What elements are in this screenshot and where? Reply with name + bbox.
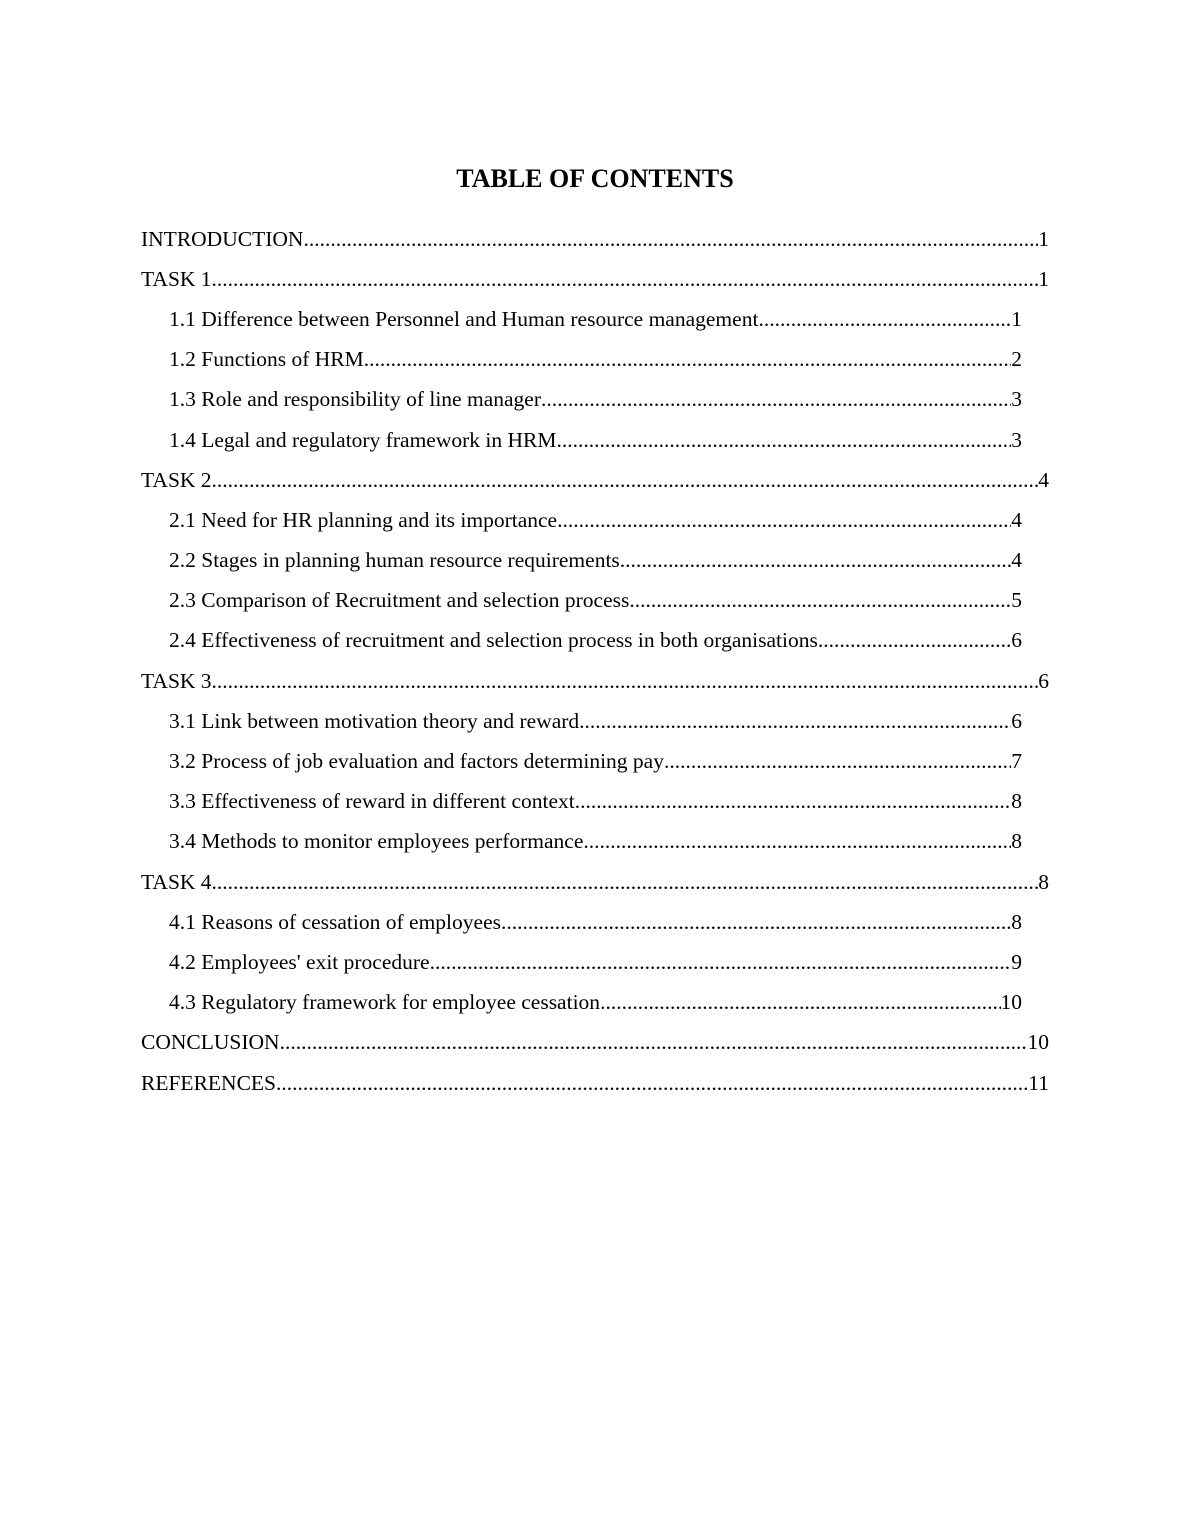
toc-list — [0, 219, 1190, 1103]
toc-entry-page-number: 2 — [1011, 347, 1022, 372]
toc-entry-label[interactable]: 3.4 Methods to monitor employees performance — [169, 829, 584, 854]
toc-entry-page-number: 1 — [1038, 226, 1049, 251]
toc-entry-label[interactable]: 3.1 Link between motivation theory and reward — [169, 708, 580, 733]
toc-entry-label[interactable]: TASK 1 — [141, 266, 212, 291]
toc-entry[interactable] — [141, 259, 1049, 299]
toc-dot-leader — [212, 870, 1039, 895]
toc-entry-label[interactable]: 4.2 Employees' exit procedure — [169, 949, 430, 974]
toc-dot-leader — [212, 669, 1039, 694]
toc-dot-leader — [541, 387, 1011, 412]
toc-entry[interactable] — [169, 299, 1022, 339]
toc-entry-page-number: 8 — [1011, 829, 1022, 854]
toc-entry-page-number: 1 — [1038, 266, 1049, 291]
toc-entry-page-number: 4 — [1011, 548, 1022, 573]
toc-entry-label[interactable]: TASK 2 — [141, 467, 212, 492]
toc-dot-leader — [579, 709, 1011, 734]
toc-entry-page-number: 8 — [1011, 909, 1022, 934]
toc-dot-leader — [212, 267, 1039, 292]
toc-entry-page-number: 3 — [1011, 427, 1022, 452]
toc-entry-label[interactable]: 1.3 Role and responsibility of line manager — [169, 387, 541, 412]
toc-entry[interactable] — [169, 741, 1022, 781]
toc-dot-leader — [575, 789, 1011, 814]
toc-dot-leader — [276, 1071, 1028, 1096]
toc-entry[interactable] — [141, 1063, 1049, 1103]
toc-entry[interactable] — [169, 500, 1022, 540]
toc-entry-page-number: 6 — [1038, 668, 1049, 693]
toc-entry[interactable] — [141, 862, 1049, 902]
toc-entry[interactable] — [141, 1023, 1049, 1063]
toc-entry-label[interactable]: 3.2 Process of job evaluation and factors determining pay — [169, 749, 664, 774]
toc-entry[interactable] — [169, 340, 1022, 380]
toc-entry-label[interactable]: TASK 4 — [141, 869, 212, 894]
toc-entry-label[interactable]: 2.1 Need for HR planning and its importance — [169, 507, 558, 532]
toc-entry-page-number: 10 — [1000, 990, 1022, 1015]
toc-entry-page-number: 11 — [1028, 1070, 1049, 1095]
toc-entry-page-number: 3 — [1011, 387, 1022, 412]
toc-dot-leader — [430, 950, 1012, 975]
toc-entry-page-number: 9 — [1011, 949, 1022, 974]
toc-dot-leader — [364, 347, 1012, 372]
toc-entry-label[interactable]: REFERENCES — [141, 1070, 276, 1095]
toc-entry-label[interactable]: 1.4 Legal and regulatory framework in HRM — [169, 427, 557, 452]
toc-entry[interactable] — [169, 942, 1022, 982]
toc-dot-leader — [629, 588, 1011, 613]
toc-entry[interactable] — [141, 661, 1049, 701]
toc-entry[interactable] — [169, 902, 1022, 942]
toc-dot-leader — [280, 1030, 1028, 1055]
toc-entry[interactable] — [169, 420, 1022, 460]
toc-entry[interactable] — [141, 219, 1049, 259]
toc-entry-label[interactable]: 1.2 Functions of HRM — [169, 347, 364, 372]
toc-entry[interactable] — [169, 380, 1022, 420]
toc-entry-label[interactable]: 4.3 Regulatory framework for employee cessation — [169, 990, 601, 1015]
toc-entry-page-number: 4 — [1011, 507, 1022, 532]
toc-entry[interactable] — [169, 782, 1022, 822]
toc-entry-label[interactable]: 1.1 Difference between Personnel and Human resource management — [169, 306, 759, 331]
toc-entry-label[interactable]: TASK 3 — [141, 668, 212, 693]
toc-dot-leader — [501, 910, 1011, 935]
toc-entry-label[interactable]: 2.3 Comparison of Recruitment and selection process — [169, 588, 630, 613]
toc-entry-page-number: 6 — [1011, 708, 1022, 733]
toc-entry-label[interactable]: 2.4 Effectiveness of recruitment and selection process in both organisations — [169, 628, 818, 653]
toc-entry-page-number: 5 — [1011, 588, 1022, 613]
toc-entry-label[interactable]: 4.1 Reasons of cessation of employees — [169, 909, 501, 934]
toc-dot-leader — [212, 468, 1039, 493]
toc-entry-page-number: 4 — [1038, 467, 1049, 492]
toc-entry-page-number: 6 — [1011, 628, 1022, 653]
toc-dot-leader — [557, 508, 1011, 533]
toc-entry-page-number: 7 — [1011, 749, 1022, 774]
toc-title: TABLE OF CONTENTS — [456, 164, 734, 193]
toc-entry-page-number: 8 — [1038, 869, 1049, 894]
toc-entry[interactable] — [169, 822, 1022, 862]
toc-entry[interactable] — [141, 460, 1049, 500]
toc-entry-page-number: 10 — [1027, 1030, 1049, 1055]
toc-entry-label[interactable]: 2.2 Stages in planning human resource requirements — [169, 548, 620, 573]
toc-dot-leader — [664, 749, 1011, 774]
toc-entry[interactable] — [169, 983, 1022, 1023]
toc-dot-leader — [620, 548, 1011, 573]
toc-dot-leader — [303, 227, 1038, 252]
toc-dot-leader — [583, 829, 1011, 854]
toc-entry-label[interactable]: CONCLUSION — [141, 1030, 280, 1055]
toc-dot-leader — [600, 990, 1000, 1015]
toc-entry-label[interactable]: 3.3 Effectiveness of reward in different context — [169, 789, 575, 814]
toc-entry-label[interactable]: INTRODUCTION — [141, 226, 304, 251]
toc-entry-page-number: 8 — [1011, 789, 1022, 814]
toc-dot-leader — [758, 307, 1011, 332]
toc-entry[interactable] — [169, 581, 1022, 621]
toc-dot-leader — [818, 628, 1011, 653]
toc-entry[interactable] — [169, 541, 1022, 581]
toc-entry[interactable] — [169, 621, 1022, 661]
toc-dot-leader — [556, 428, 1011, 453]
toc-entry[interactable] — [169, 701, 1022, 741]
toc-entry-page-number: 1 — [1011, 306, 1022, 331]
